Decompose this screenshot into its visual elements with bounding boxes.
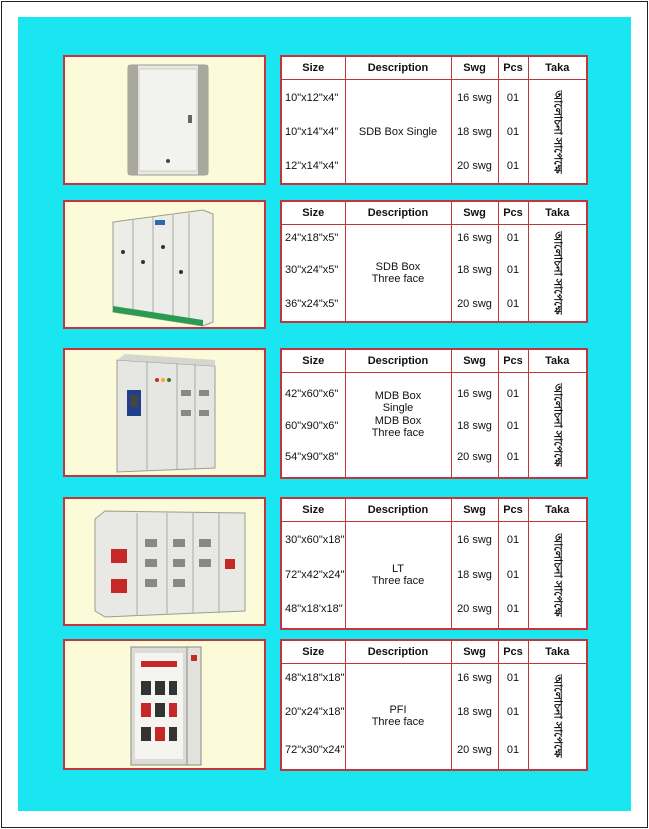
price-table-lt (280, 497, 588, 630)
sdb-box-photo (63, 55, 266, 185)
swg-cell: 20 swg (451, 591, 498, 629)
pcs-cell: 01 (498, 225, 528, 252)
description-header: Description (345, 56, 451, 80)
lt-panel-photo (63, 497, 266, 626)
description-cell-three-face: MDB Box Three face (345, 415, 451, 478)
pcs-header: Pcs (498, 56, 528, 80)
description-cell: LT Three face (345, 522, 451, 629)
swg-header: Swg (451, 349, 498, 373)
pcs-cell: 01 (498, 288, 528, 322)
pcs-cell: 01 (498, 522, 528, 559)
pfi-panel-photo (63, 639, 266, 770)
size-cell: 48"x18"x18" (281, 664, 345, 692)
taka-cell (528, 664, 587, 770)
pcs-cell: 01 (498, 252, 528, 288)
taka-negotiable-text: আলোচনা সাপেক্ষে (551, 231, 564, 315)
swg-cell: 16 swg (451, 522, 498, 559)
swg-cell: 18 swg (451, 115, 498, 150)
taka-cell (528, 225, 587, 322)
price-table-sdb-single (280, 55, 588, 185)
swg-cell: 18 swg (451, 559, 498, 591)
pcs-cell: 01 (498, 664, 528, 692)
swg-cell: 18 swg (451, 252, 498, 288)
pcs-header: Pcs (498, 201, 528, 225)
pcs-header: Pcs (498, 349, 528, 373)
size-cell: 72"x30"x24" (281, 732, 345, 770)
pcs-cell: 01 (498, 115, 528, 150)
size-cell: 60"x90"x6" (281, 415, 345, 437)
taka-negotiable-text: আলোচনা সাপেক্ষে (551, 383, 564, 467)
description-cell-single: MDB Box Single (345, 373, 451, 415)
taka-header: Taka (528, 640, 587, 664)
size-cell: 24"x18"x5" (281, 225, 345, 252)
description-header: Description (345, 201, 451, 225)
price-table-sdb-three-face (280, 200, 588, 323)
taka-header: Taka (528, 56, 587, 80)
swg-cell: 18 swg (451, 692, 498, 732)
size-cell: 72"x42"x24" (281, 559, 345, 591)
description-header: Description (345, 349, 451, 373)
pcs-cell: 01 (498, 732, 528, 770)
swg-cell: 16 swg (451, 373, 498, 415)
taka-header: Taka (528, 349, 587, 373)
size-cell: 42"x60"x6" (281, 373, 345, 415)
swg-cell: 16 swg (451, 80, 498, 115)
size-header: Size (281, 56, 345, 80)
size-header: Size (281, 349, 345, 373)
size-cell: 30"x24"x5" (281, 252, 345, 288)
swg-cell: 16 swg (451, 225, 498, 252)
swg-cell: 20 swg (451, 437, 498, 478)
size-header: Size (281, 640, 345, 664)
pcs-cell: 01 (498, 692, 528, 732)
size-header: Size (281, 201, 345, 225)
pcs-cell: 01 (498, 373, 528, 415)
price-table-mdb (280, 348, 588, 479)
size-cell: 54"x90"x8" (281, 437, 345, 478)
size-cell: 48"x18'x18" (281, 591, 345, 629)
pcs-header: Pcs (498, 498, 528, 522)
pcs-cell: 01 (498, 80, 528, 115)
pcs-cell: 01 (498, 149, 528, 184)
swg-cell: 20 swg (451, 732, 498, 770)
swg-cell: 20 swg (451, 149, 498, 184)
swg-header: Swg (451, 640, 498, 664)
pcs-cell: 01 (498, 437, 528, 478)
size-cell: 10"x14"x4" (281, 115, 345, 150)
size-cell: 10"x12"x4" (281, 80, 345, 115)
price-table-pfi (280, 639, 588, 771)
description-header: Description (345, 640, 451, 664)
taka-header: Taka (528, 498, 587, 522)
taka-cell (528, 522, 587, 629)
size-cell: 30"x60"x18" (281, 522, 345, 559)
taka-header: Taka (528, 201, 587, 225)
taka-negotiable-text: আলোচনা সাপেক্ষে (551, 533, 564, 617)
pcs-cell: 01 (498, 591, 528, 629)
size-header: Size (281, 498, 345, 522)
size-cell: 20"x24"x18" (281, 692, 345, 732)
pcs-cell: 01 (498, 559, 528, 591)
description-cell: SDB Box Three face (345, 225, 451, 322)
taka-cell (528, 373, 587, 478)
taka-cell (528, 80, 587, 184)
swg-header: Swg (451, 56, 498, 80)
swg-cell: 18 swg (451, 415, 498, 437)
pcs-header: Pcs (498, 640, 528, 664)
taka-negotiable-text: আলোচনা সাপেক্ষে (551, 90, 564, 174)
mdb-panel-photo (63, 348, 266, 477)
size-cell: 36"x24"x5" (281, 288, 345, 322)
taka-negotiable-text: আলোচনা সাপেক্ষে (551, 674, 564, 758)
sdb-three-face-panel-photo (63, 200, 266, 329)
description-header: Description (345, 498, 451, 522)
swg-cell: 16 swg (451, 664, 498, 692)
swg-header: Swg (451, 201, 498, 225)
swg-header: Swg (451, 498, 498, 522)
pcs-cell: 01 (498, 415, 528, 437)
swg-cell: 20 swg (451, 288, 498, 322)
description-cell: SDB Box Single (345, 80, 451, 184)
size-cell: 12"x14"x4" (281, 149, 345, 184)
description-cell: PFI Three face (345, 664, 451, 770)
